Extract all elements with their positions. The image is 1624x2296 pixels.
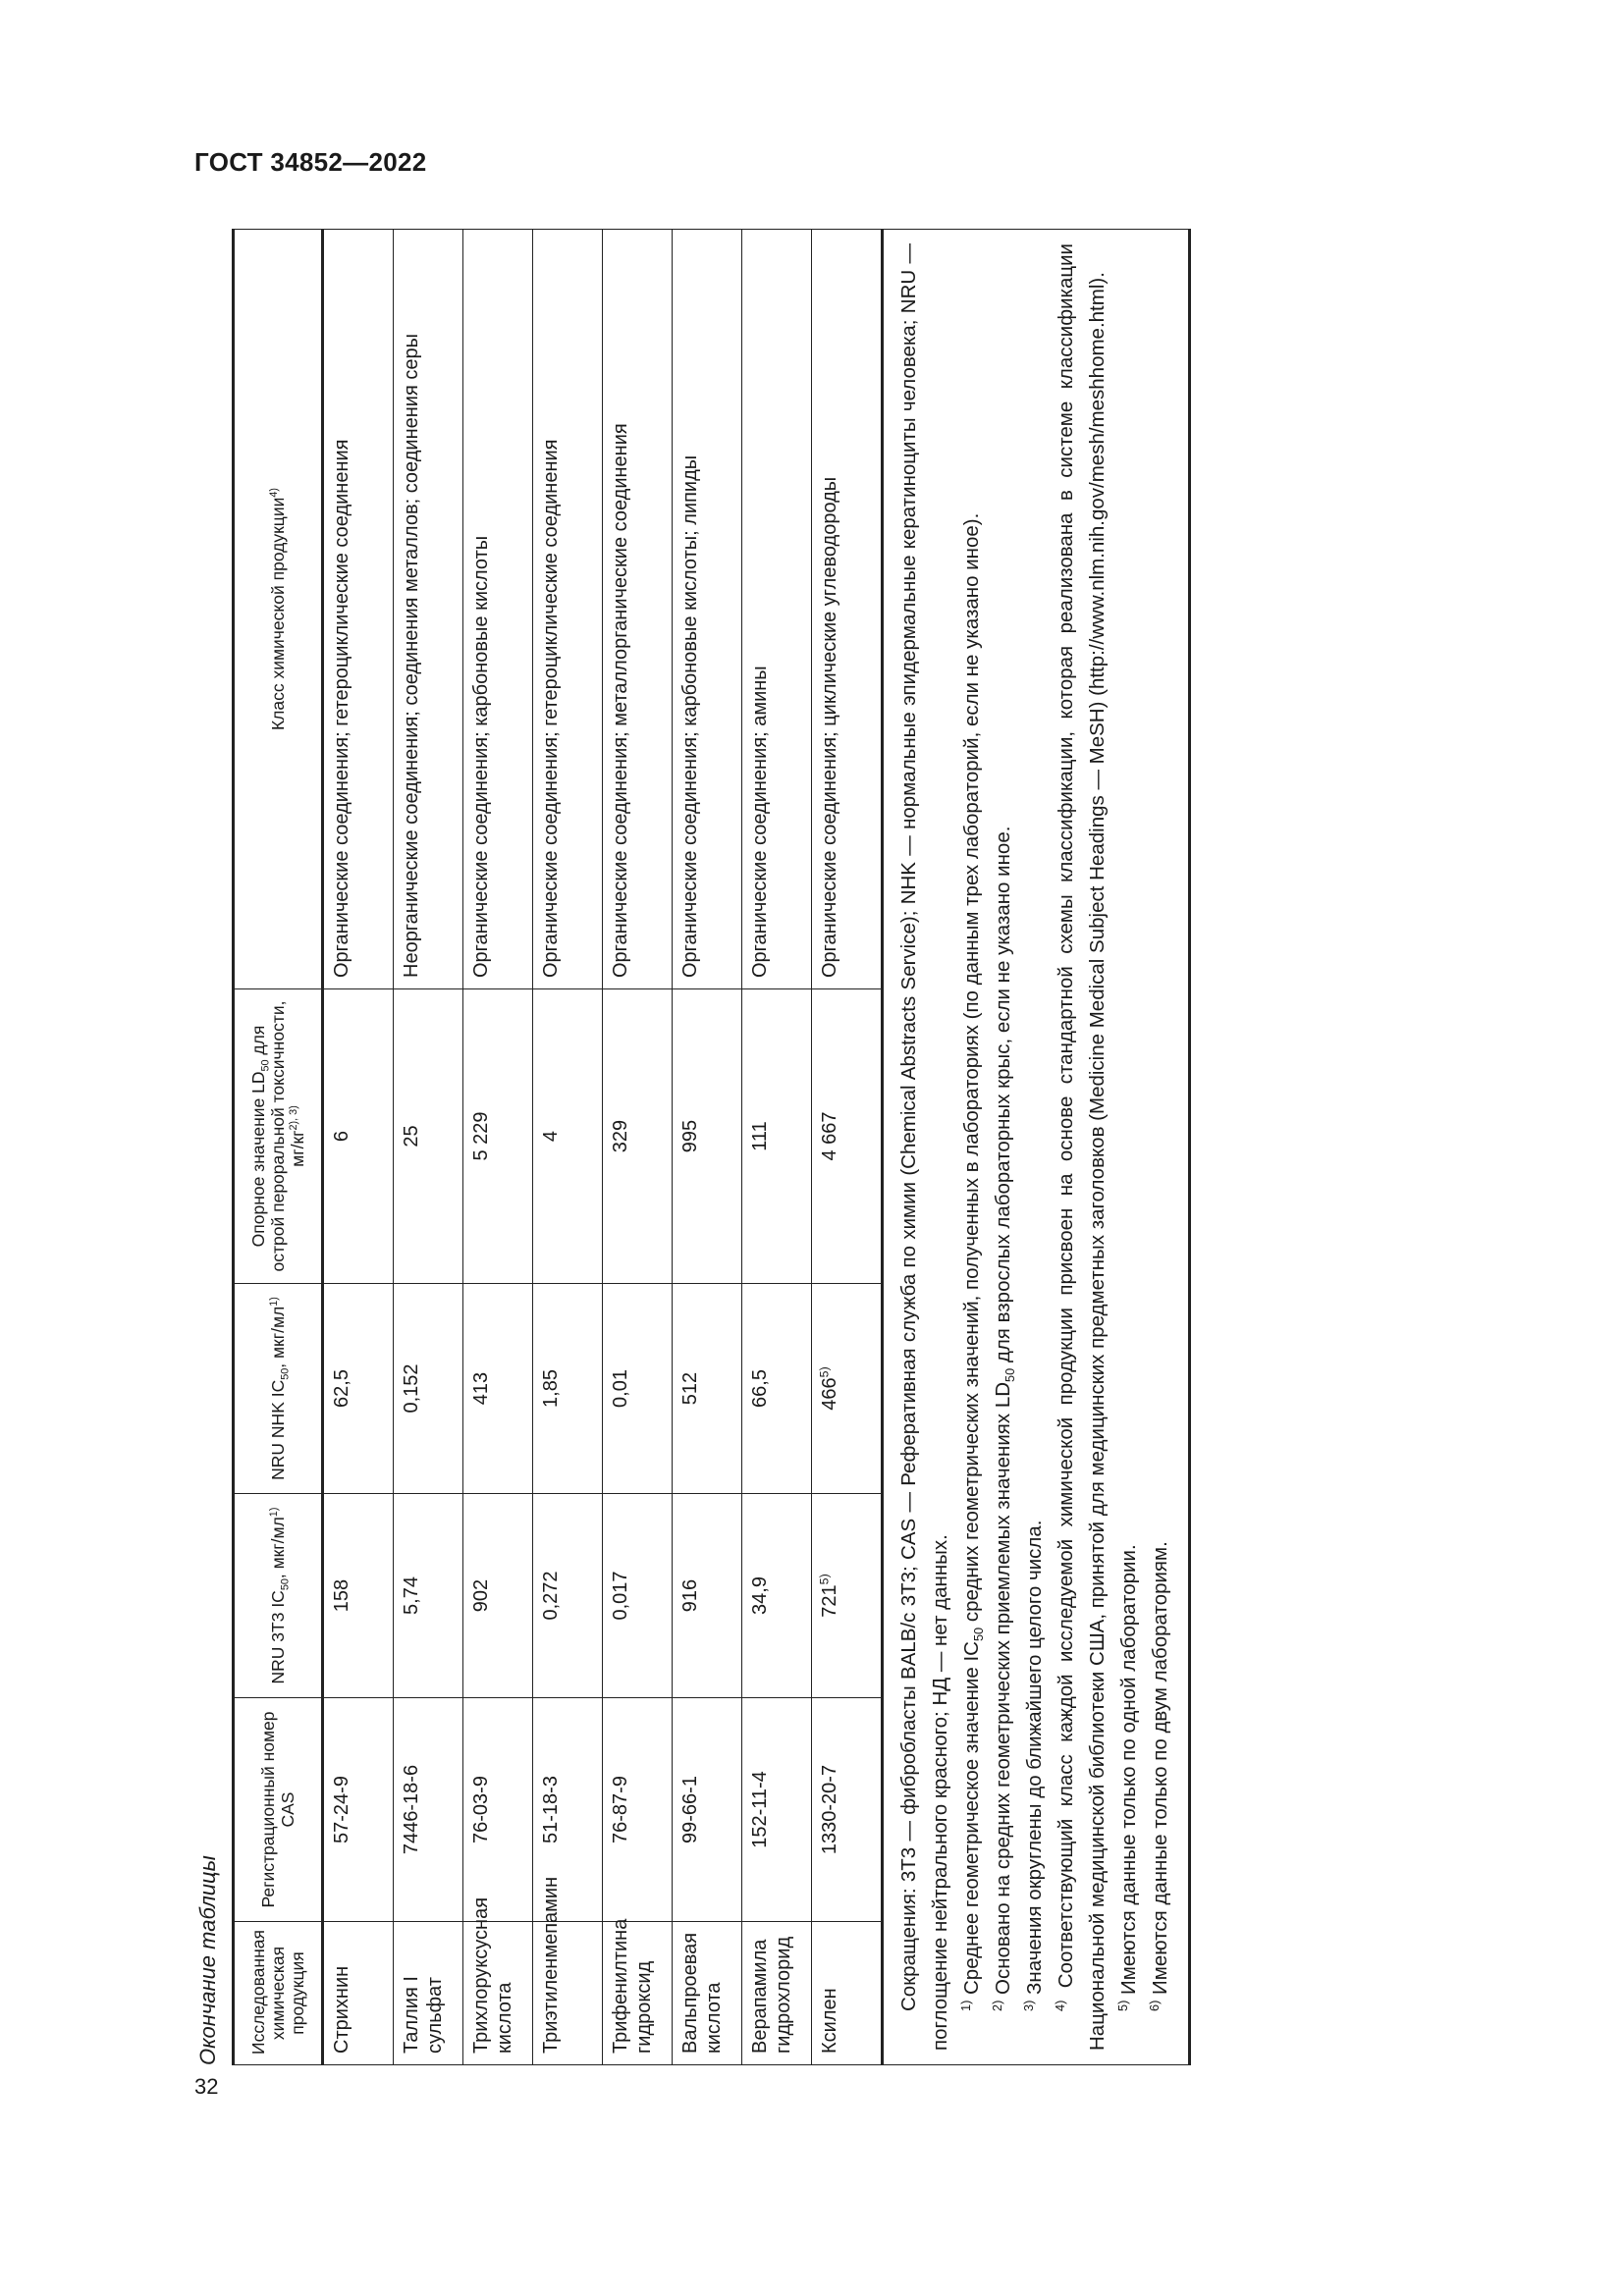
cell-cas: 99-66-1	[673, 1698, 742, 1922]
header-nru-nhk-unit: , мкг/мл	[267, 1306, 288, 1368]
cell-cas: 152-11-4	[742, 1698, 812, 1922]
footnote-4-mark: 4)	[1053, 2000, 1068, 2011]
cell-class: Органические соединения; гетероциклические соединения	[323, 230, 394, 989]
header-nru-nhk-text: NRU NHK IC	[267, 1379, 288, 1480]
document-title: ГОСТ 34852—2022	[194, 147, 427, 177]
cell-substance: Трихлоруксусная кислота	[463, 1922, 533, 2065]
cell-ld50: 111	[742, 989, 812, 1284]
footnote-4-text: Соответствующий класс каждой исследуемой химической продукции присвоен на основе стандартной схемы классификации, которая реализована в системе классификации Национальной медицинской библиотеки США, принятой для медицинских предметных заголовков (Medicine Medical Subject Headings — MeSH) (http://www.nlm.nih.gov/mesh/meshhome.html).	[1055, 242, 1109, 2051]
cell-ld50: 4	[533, 989, 603, 1284]
header-ld50	[234, 989, 323, 1284]
cell-nru-3t3	[394, 1494, 463, 1698]
header-nru-3t3-footnote: 1)	[268, 1507, 281, 1518]
cell-ld50: 6	[323, 989, 394, 1284]
cell-substance: Вальпроевая кислота	[673, 1922, 742, 2065]
cell-ld50: 5 229	[463, 989, 533, 1284]
footnote-2	[988, 243, 1019, 2051]
footnote-3-text: Значения округлены до ближайшего целого числа.	[1023, 1520, 1046, 1995]
footnote-1-sub: 50	[971, 1627, 987, 1642]
cell-class: Органические соединения; амины	[742, 230, 812, 989]
cell-nru-nhk	[463, 1284, 533, 1494]
cell-substance: Ксилен	[812, 1922, 883, 2065]
footnote-5-text: Имеются данные только по одной лаборатории.	[1117, 1544, 1140, 1995]
cell-nru-3t3-value: 5,74	[401, 1576, 422, 1615]
footnote-6	[1145, 243, 1176, 2051]
header-nru-nhk-footnote: 1)	[268, 1297, 281, 1307]
footnote-6-text: Имеются данные только по двум лабораториям.	[1149, 1541, 1171, 1995]
table-row	[323, 230, 394, 2065]
table-row	[603, 230, 673, 2065]
page-number: 32	[194, 2074, 219, 2099]
cell-cas: 76-87-9	[603, 1698, 673, 1922]
header-class-text: Класс химической продукции	[267, 497, 288, 731]
header-nru-nhk	[234, 1284, 323, 1494]
cell-class: Органические соединения; карбоновые кислоты	[463, 230, 533, 989]
cell-nru-3t3-footnote: 5)	[817, 1574, 832, 1585]
footnote-5	[1113, 243, 1145, 2051]
header-nru-3t3-text: NRU 3T3 IC	[267, 1590, 288, 1684]
footnote-1-mark: 1)	[958, 2000, 974, 2011]
footnote-3	[1019, 243, 1051, 2051]
cell-nru-3t3	[323, 1494, 394, 1698]
toxicity-table	[232, 229, 1191, 2065]
cell-substance: Триэтиленмепамин	[533, 1922, 603, 2065]
footnote-2-sub: 50	[1002, 1367, 1018, 1382]
cell-nru-nhk-value: 66,5	[749, 1369, 771, 1408]
header-class-footnote: 4)	[268, 487, 281, 498]
cell-ld50: 329	[603, 989, 673, 1284]
cell-cas: 57-24-9	[323, 1698, 394, 1922]
cell-class: Органические соединения; металлорганические соединения	[603, 230, 673, 989]
cell-nru-3t3-value: 0,017	[610, 1571, 631, 1621]
cell-nru-3t3-value: 34,9	[749, 1576, 771, 1615]
cell-class: Органические соединения; циклические углеводороды	[812, 230, 883, 989]
header-nru-3t3	[234, 1494, 323, 1698]
cell-ld50: 25	[394, 989, 463, 1284]
table-row	[394, 230, 463, 2065]
cell-nru-3t3	[812, 1494, 883, 1698]
cell-nru-nhk-value: 466	[819, 1377, 840, 1411]
cell-nru-3t3-value: 158	[331, 1578, 352, 1613]
cell-nru-nhk	[533, 1284, 603, 1494]
table-row	[533, 230, 603, 2065]
header-cas	[234, 1698, 323, 1922]
table-row	[812, 230, 883, 2065]
table-row	[463, 230, 533, 2065]
cell-nru-nhk-value: 62,5	[331, 1369, 352, 1408]
rotated-page-body	[187, 210, 1306, 2065]
cell-substance: Трифенилтина гидроксид	[603, 1922, 673, 2065]
table-notes-row	[883, 230, 1190, 2065]
cell-substance: Стрихнин	[323, 1922, 394, 2065]
cell-nru-nhk	[323, 1284, 394, 1494]
cell-cas: 51-18-3	[533, 1698, 603, 1922]
footnote-2-mark: 2)	[990, 2000, 1005, 2011]
cell-nru-3t3-value: 721	[819, 1584, 840, 1618]
table-row	[673, 230, 742, 2065]
footnote-1-text: Среднее геометрическое значение IC	[960, 1641, 983, 1995]
footnote-2-text-end: для взрослых лабораторных крыс, если не указано иное.	[992, 826, 1014, 1368]
header-nru-nhk-sub: 50	[279, 1367, 292, 1380]
cell-nru-3t3-value: 0,272	[540, 1571, 562, 1621]
cell-nru-nhk	[603, 1284, 673, 1494]
footnote-4	[1051, 243, 1113, 2051]
footnote-1	[956, 243, 988, 2051]
header-ld50-footnote: 2), 3)	[288, 1105, 300, 1131]
header-substance	[234, 1922, 323, 2065]
header-ld50-unit: для острой пероральной токсичности, мг/кг	[247, 1000, 308, 1272]
cell-cas: 76-03-9	[463, 1698, 533, 1922]
cell-substance: Верапамила гидрохлорид	[742, 1922, 812, 2065]
footnote-1-text-end: средних геометрических значений, полученных в лабораториях (по данным трех лабораторий, если не указано иное).	[960, 512, 983, 1628]
cell-cas: 1330-20-7	[812, 1698, 883, 1922]
cell-nru-nhk-value: 0,01	[610, 1369, 631, 1408]
cell-nru-3t3-value: 916	[679, 1578, 701, 1613]
header-nru-3t3-sub: 50	[279, 1578, 292, 1591]
cell-nru-nhk-value: 413	[470, 1371, 492, 1406]
header-nru-3t3-unit: , мкг/мл	[267, 1517, 288, 1579]
cell-nru-nhk-value: 0,152	[401, 1363, 422, 1414]
cell-nru-3t3-value: 902	[470, 1578, 492, 1613]
cell-nru-3t3	[742, 1494, 812, 1698]
header-ld50-sub: 50	[259, 1059, 272, 1072]
header-class	[234, 230, 323, 989]
cell-nru-3t3	[603, 1494, 673, 1698]
header-substance-text: Исследованная химическая продукция	[247, 1930, 308, 2055]
cell-nru-nhk	[742, 1284, 812, 1494]
header-ld50-text: Опорное значение LD	[247, 1071, 268, 1248]
table-notes	[883, 230, 1190, 2065]
cell-nru-nhk	[394, 1284, 463, 1494]
header-cas-text: Регистрационный номер CAS	[257, 1711, 298, 1908]
cell-nru-nhk	[673, 1284, 742, 1494]
footnote-3-mark: 3)	[1021, 2000, 1037, 2011]
cell-ld50: 995	[673, 989, 742, 1284]
cell-nru-3t3	[533, 1494, 603, 1698]
table-row	[742, 230, 812, 2065]
cell-ld50: 4 667	[812, 989, 883, 1284]
cell-class: Неорганические соединения; соединения металлов; соединения серы	[394, 230, 463, 989]
cell-substance: Таллия I сульфат	[394, 1922, 463, 2065]
cell-nru-nhk-value: 1,85	[540, 1369, 562, 1408]
cell-nru-nhk	[812, 1284, 883, 1494]
cell-nru-nhk-value: 512	[679, 1371, 701, 1406]
table-caption: Окончание таблицы	[195, 1855, 220, 2065]
table-header-row	[234, 230, 323, 2065]
cell-nru-3t3	[673, 1494, 742, 1698]
footnote-2-text: Основано на средних геометрических приемлемых значениях LD	[992, 1381, 1014, 1995]
cell-class: Органические соединения; карбоновые кислоты; липиды	[673, 230, 742, 989]
note-abbreviations: Сокращения: 3T3 — фибробласты BALB/c 3T3; CAS — Реферативная служба по химии (Chemical Abstracts Service); NHK — нормальные эпидермальные кератиноциты человека; NRU — поглощение нейтрального красного; НД — нет данных.	[897, 243, 951, 2051]
cell-nru-3t3	[463, 1494, 533, 1698]
footnote-6-mark: 6)	[1147, 2000, 1163, 2011]
cell-class: Органические соединения; гетероциклические соединения	[533, 230, 603, 989]
footnote-5-mark: 5)	[1115, 2000, 1131, 2011]
cell-nru-nhk-footnote: 5)	[817, 1366, 832, 1378]
cell-cas: 7446-18-6	[394, 1698, 463, 1922]
